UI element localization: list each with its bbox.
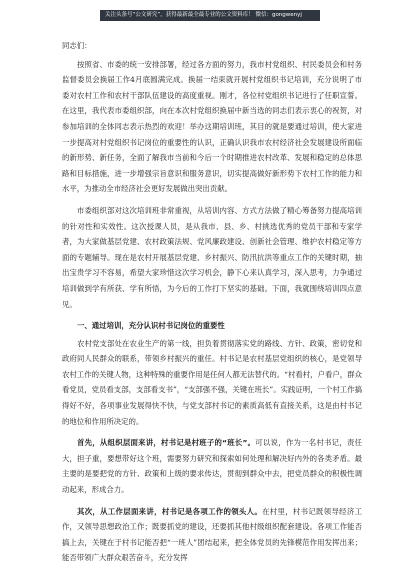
point-2-paragraph	[62, 504, 362, 566]
point-2-lead: 其次，从工作层面来讲，村书记是各项工作的领头人。	[77, 506, 263, 516]
point-2-text: 在村里，村书记既领导经济工作，又领导思想政治工作；既要抓党的建设，还要抓其他村级组织配套建设。各项工作能否搞上去，关键在于村书记能否把“一班人”团结起来，把全体党员的先锋模范作用发挥出来；能否带领广大群众艰苦奋斗，充分发挥	[62, 506, 362, 563]
section-paragraph-1: 农村党支部处在农业生产的第一线，担负着贯彻落实党的路线、方针、政策，密切党和政府同人民群众的联系，带领乡村振兴的重任。村书记是农村基层党组织的核心，是党领导农村工作的关键人物，这种特殊的重要作用是任何人都无法替代的。“村看村，户看户，群众看党员，党员看支部，支部看支书”，“支部强不强，关键在班长”。实践证明，一个村工作搞得好不好，各项事业发展得快不快，与党支部村书记的素质高低有直接关系，这是由村书记的地位和作用所决定的。	[62, 338, 362, 426]
intro-paragraph-2: 市委组织部对这次培训班非常重视，从培训内容、方式方法做了精心筹备努力提高培训的针对性和实效性。这次授课人员，是从我市、县、乡、村挑选优秀的党员干部和专家学者，为大家做基层党建、农村政策法规、党风廉政建设、创新社会管理、维护农村稳定等方面的专题辅导。现在是农村开展基层党建、乡村振兴、防汛抗洪等重点工作的关键时期，抽出宝贵学习不容易，希望大家珍惜这次学习机会，静下心来认真学习，深入思考，力争通过培训做到学有所获、学有所悟，为今后的工作打下坚实的基础。下面，我就围绕培训四点意见。	[62, 205, 362, 309]
section-heading: 一、通过培训，充分认识村书记岗位的重要性	[77, 321, 225, 331]
point-1-text: 可以说，作为一名村书记，责任大，担子重，要想带好这个班，需要努力研究和探索如何处理和解决好内外的各类矛盾。最主要的是要把党的方针、政策和上级的要求传达，贯彻到群众中去，把党员群众的积极性调动起来，形成合力。	[62, 438, 362, 495]
intro-paragraph-1: 按照省、市委的统一安排部署，经过各方面的努力，我市村党组织、村民委员会和村务监督委员会换届工作4月底圆满完成。换届一结束就开展村党组织书记培训，充分说明了市委对农村工作和农村干部队伍建设的高度重视。刚才，各位村党组织书记进行了任职宣誓。在这里，我代表市委组织部，向在本次村党组织换届中新当选的同志们表示衷心的祝贺，对参加培训的全体同志表示热烈的欢迎！举办这期培训班，其目的就是要通过培训，使大家进一步提高对村党组织书记岗位的重要性的认识，正确认识我市农村经济社会发展建设所面临的新形势、新任务，全面了解我市当前和今后一个时期推进农村改革、发展和稳定的总体思路和目标措施，进一步增强宗旨意识和服务意识，切实提高做好新形势下农村工作的能力和水平，为推动全市经济社会更好发展做出突出贡献。	[62, 59, 362, 194]
banner-text: 关注头条号“公文研究”，获得最新最全最专业的公文资料库！ 微信：gongwenyj	[105, 12, 302, 18]
document-body	[62, 38, 362, 566]
header-banner	[100, 10, 320, 21]
point-1-lead: 首先，从组织层面来讲，村书记是村班子的“班长”。	[77, 438, 256, 448]
point-1-paragraph	[62, 435, 362, 497]
greeting: 同志们：	[62, 41, 92, 50]
